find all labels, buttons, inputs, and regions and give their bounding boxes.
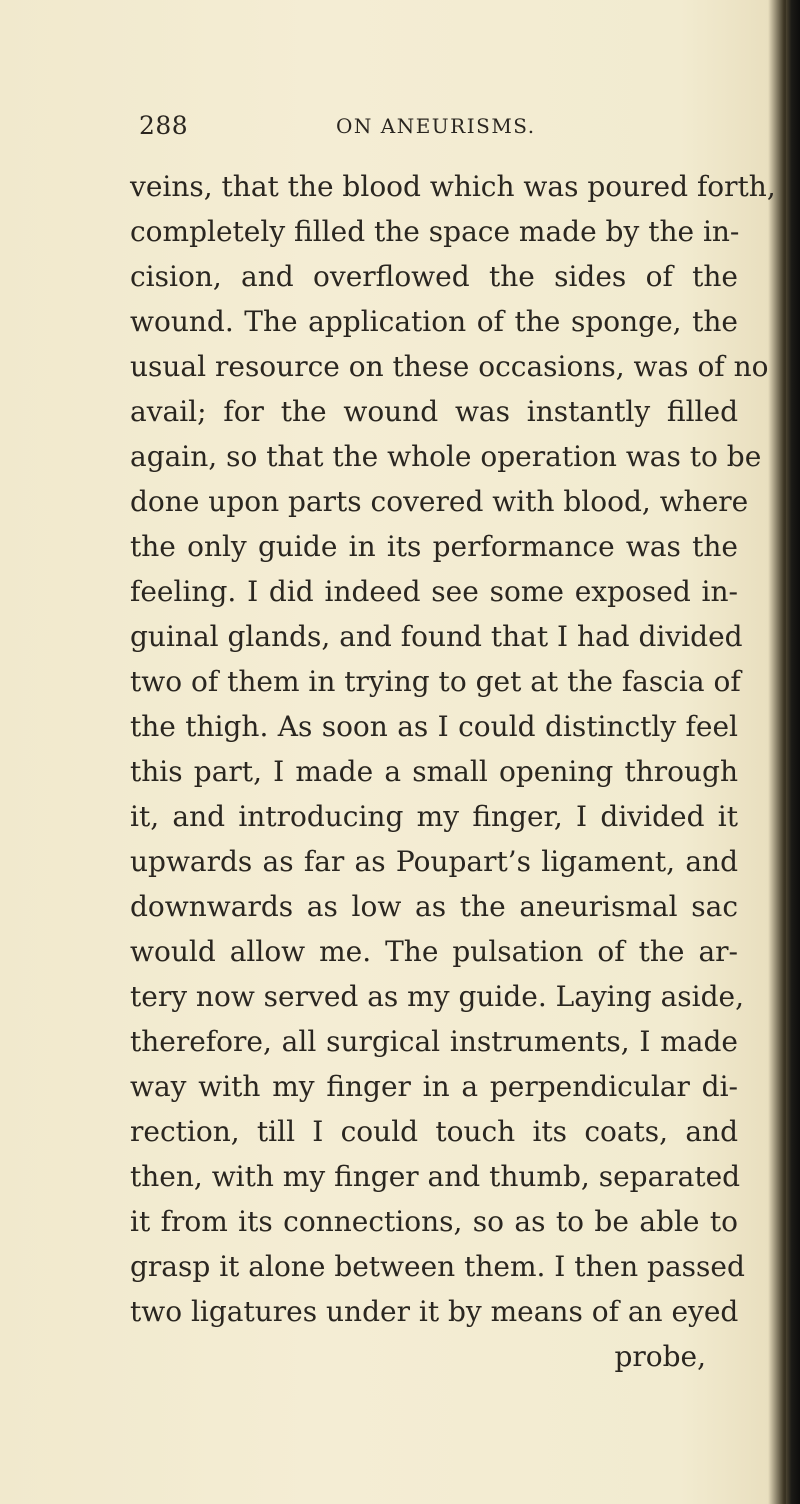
body-text [130, 164, 776, 1379]
text-line: two of them in trying to get at the fascia of [130, 665, 741, 698]
text-line: grasp it alone between them. I then passed [130, 1250, 745, 1283]
text-line: avail; for the wound was instantly filled [130, 395, 738, 428]
text-line: usual resource on these occasions, was of no [130, 350, 769, 383]
text-line: way with my finger in a perpendicular di- [130, 1070, 738, 1103]
text-line: again, so that the whole operation was to be [130, 440, 762, 473]
text-line: done upon parts covered with blood, where [130, 485, 749, 518]
text-line: it, and introducing my finger, I divided it [130, 800, 738, 833]
text-line: tery now served as my guide. Laying aside, [130, 980, 744, 1013]
text-line: cision, and overflowed the sides of the [130, 260, 738, 293]
catchword: probe, [614, 1340, 706, 1373]
text-line: therefore, all surgical instruments, I made [130, 1025, 738, 1058]
text-line: upwards as far as Poupart’s ligament, and [130, 845, 738, 878]
page-header [139, 111, 619, 151]
text-line: two ligatures under it by means of an eyed [130, 1295, 739, 1328]
text-line: would allow me. The pulsation of the ar- [130, 935, 738, 968]
text-line: this part, I made a small opening through [130, 755, 738, 788]
text-line: then, with my finger and thumb, separated [130, 1160, 741, 1193]
page-edge-shadow [786, 0, 800, 1504]
text-line: the only guide in its performance was the [130, 530, 738, 563]
text-line: veins, that the blood which was poured forth, [130, 170, 776, 203]
text-line: guinal glands, and found that I had divided [130, 620, 743, 653]
text-line: feeling. I did indeed see some exposed in- [130, 575, 738, 608]
text-line: it from its connections, so as to be able to [130, 1205, 738, 1238]
text-line: the thigh. As soon as I could distinctly feel [130, 710, 738, 743]
text-line: downwards as low as the aneurismal sac [130, 890, 738, 923]
text-line: completely filled the space made by the in- [130, 215, 740, 248]
text-line: wound. The application of the sponge, the [130, 305, 738, 338]
text-line: rection, till I could touch its coats, and [130, 1115, 738, 1148]
page-number: 288 [139, 111, 189, 140]
running-head: ON ANEURISMS. [336, 114, 536, 138]
